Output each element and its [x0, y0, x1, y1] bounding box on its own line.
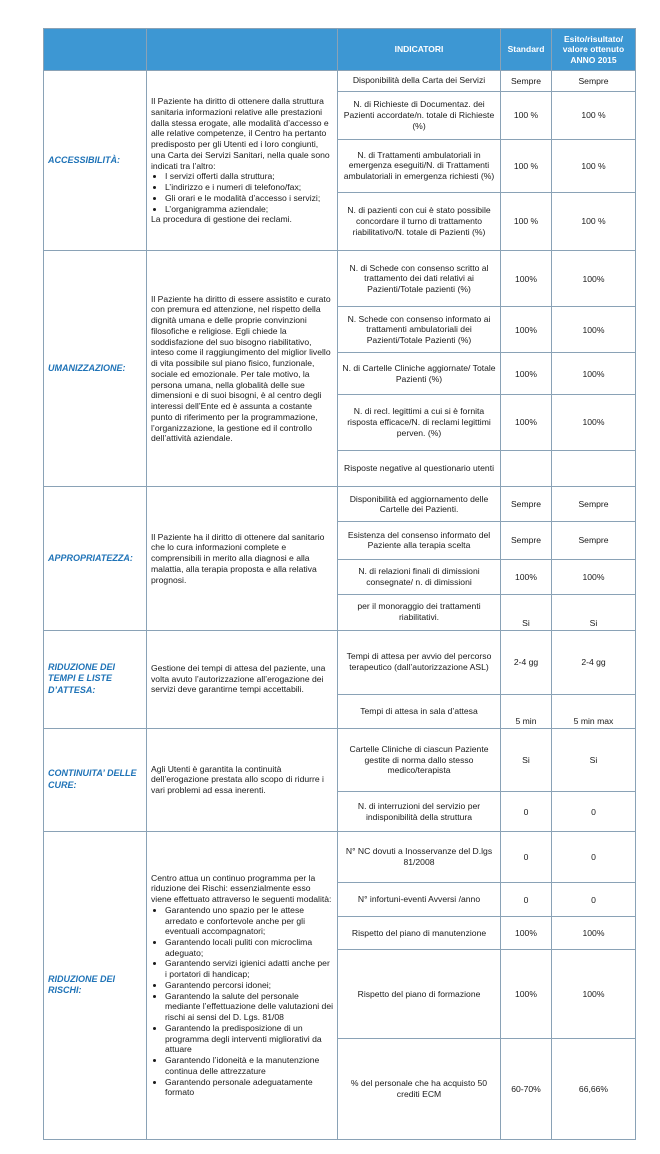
header-description-cell [147, 29, 338, 71]
result-cell: 100% [552, 917, 636, 950]
indicator-cell: N. di recl. legittimi a cui si è fornita risposta efficace/N. di reclami legittimi perven. (%) [338, 394, 501, 451]
description-list [151, 171, 333, 214]
standard-cell: 60-70% [501, 1038, 552, 1139]
indicator-cell: N. di pazienti con cui è stato possibile concordare il turno di trattamento riabilitativo/N. totale di Pazienti (%) [338, 192, 501, 251]
result-cell: 0 [552, 792, 636, 831]
list-item: • Garantendo la predisposizione di un programma degli interventi migliorativi da attuare [165, 1023, 333, 1055]
table-row [44, 831, 636, 883]
indicator-cell: Disponibilità ed aggiornamento delle Cartelle dei Pazienti. [338, 487, 501, 522]
category-accessibilita: ACCESSIBILITÀ: [44, 71, 147, 251]
list-item: • I servizi offerti dalla struttura; [165, 171, 333, 182]
standard-cell: 100% [501, 307, 552, 353]
table-row [44, 71, 636, 92]
list-item: • L’indirizzo e i numeri di telefono/fax; [165, 182, 333, 193]
result-cell: 100 % [552, 91, 636, 139]
table-row [44, 487, 636, 522]
result-cell: Sempre [552, 522, 636, 559]
header-row [44, 29, 636, 71]
indicator-cell: N. Schede con consenso informato ai trattamenti ambulatoriali dei Pazienti/Totale Pazienti (%) [338, 307, 501, 353]
standard-cell: Sempre [501, 522, 552, 559]
list-item: • Garantendo percorsi idonei; [165, 980, 333, 991]
result-cell: 100 % [552, 192, 636, 251]
list-item: • Garantendo locali puliti con microclima adeguato; [165, 937, 333, 958]
category-riduzione-tempi: RIDUZIONE DEI TEMPI E LISTE D’ATTESA: [44, 630, 147, 728]
result-cell: 2-4 gg [552, 630, 636, 694]
indicator-cell: N. di interruzioni del servizio per indisponibilità della struttura [338, 792, 501, 831]
standard-cell: 5 min [501, 694, 552, 728]
category-continuita: CONTINUITA’ DELLE CURE: [44, 728, 147, 831]
description-riduzione-tempi: Gestione dei tempi di attesa del paziente, una volta avuto l’autorizzazione all’erogazione dei servizi deve garantirne tempi accettabili. [147, 630, 338, 728]
description-appropriatezza: Il Paziente ha il diritto di ottenere dal sanitario che lo cura informazioni complete e comprensibili in merito alla diagnosi e alla malattia, alla terapia proposta e alla relativa prognosi. [147, 487, 338, 630]
indicator-cell: Risposte negative al questionario utenti [338, 451, 501, 487]
indicator-cell: Tempi di attesa in sala d’attesa [338, 694, 501, 728]
indicator-cell: N. di Schede con consenso scritto al trattamento dei dati relativi ai Pazienti/Totale pazienti (%) [338, 251, 501, 307]
header-indicatori: INDICATORI [338, 29, 501, 71]
description-list [151, 905, 333, 1098]
description-text: La procedura di gestione dei reclami. [151, 214, 292, 225]
description-text: Il Paziente ha diritto di ottenere dalla struttura sanitaria informazioni relative alle prestazioni dalla stessa erogate, alle modalità d’accesso e alle relative competenze, il Centro ha pertanto predisposto per gli Utenti ed i loro congiunti, una Carta dei Servizi Sanitari, nella quale sono indicati tra l’altro: [151, 96, 330, 171]
standard-cell: Si [501, 728, 552, 792]
header-standard: Standard [501, 29, 552, 71]
indicator-cell: Tempi di attesa per avvio del percorso terapeutico (dall’autorizzazione ASL) [338, 630, 501, 694]
result-cell [552, 451, 636, 487]
standard-cell: 100% [501, 353, 552, 394]
category-riduzione-rischi: RIDUZIONE DEI RISCHI: [44, 831, 147, 1139]
indicator-cell: N° infortuni-eventi Avversi /anno [338, 883, 501, 917]
description-text: Centro attua un continuo programma per la riduzione dei Rischi: essenzialmente esso viene effettuato attraverso le seguenti modalità: [151, 872, 332, 905]
result-cell: 66,66% [552, 1038, 636, 1139]
standard-cell: 0 [501, 831, 552, 883]
standard-cell: Sempre [501, 487, 552, 522]
indicator-cell: Rispetto del piano di manutenzione [338, 917, 501, 950]
indicator-cell: Rispetto del piano di formazione [338, 950, 501, 1039]
result-cell: 0 [552, 831, 636, 883]
standard-cell: 100% [501, 917, 552, 950]
standard-cell [501, 451, 552, 487]
standard-cell: 100% [501, 950, 552, 1039]
standard-cell: Si [501, 594, 552, 630]
category-umanizzazione: UMANIZZAZIONE: [44, 251, 147, 487]
indicator-cell: Disponibilità della Carta dei Servizi [338, 71, 501, 92]
list-item: • Garantendo servizi igienici adatti anche per i portatori di handicap; [165, 958, 333, 979]
result-cell: Si [552, 594, 636, 630]
quality-indicators-table [43, 28, 636, 1140]
header-esito: Esito/risultato/ valore ottenuto ANNO 2015 [552, 29, 636, 71]
description-umanizzazione: Il Paziente ha diritto di essere assistito e curato con premura ed attenzione, nel rispetto della dignità umana e delle proprie convinzioni filosofiche e religiose. Egli chiede la soddisfazione del suo bisogno riabilitativo, inteso come il raggiungimento del miglior livello di vita possibile sul piano fisico, funzionale, sociale ed emozionale. Per tale motivo, la persona umana, nella globalità delle sue dimensioni e di suoi bisogni, è al centro degli interessi dell’Ente ed è assunta a costante punto di riferimento per la programmazione, l’organizzazione, la gestione ed il controllo dell’attività aziendale. [147, 251, 338, 487]
standard-cell: 100 % [501, 140, 552, 193]
table-row [44, 728, 636, 792]
standard-cell: 100 % [501, 192, 552, 251]
list-item: • L’organigramma aziendale; [165, 204, 333, 215]
table-row [44, 251, 636, 307]
indicator-cell: N. di relazioni finali di dimissioni consegnate/ n. di dimissioni [338, 559, 501, 594]
header-category-cell [44, 29, 147, 71]
result-cell: 100% [552, 307, 636, 353]
standard-cell: Sempre [501, 71, 552, 92]
result-cell: 100% [552, 394, 636, 451]
standard-cell: 0 [501, 792, 552, 831]
standard-cell: 100% [501, 394, 552, 451]
indicator-cell: N. di Trattamenti ambulatoriali in emergenza eseguiti/N. di Trattamenti ambulatoriali in emergenza richiesti (%) [338, 140, 501, 193]
result-cell: 100% [552, 950, 636, 1039]
list-item: • Gli orari e le modalità d’accesso i servizi; [165, 193, 333, 204]
standard-cell: 0 [501, 883, 552, 917]
standard-cell: 100% [501, 559, 552, 594]
list-item: • Garantendo l’idoneità e la manutenzione continua delle attrezzature [165, 1055, 333, 1076]
indicator-cell: % del personale che ha acquisto 50 crediti ECM [338, 1038, 501, 1139]
list-item: • Garantendo la salute del personale mediante l’effettuazione delle valutazioni dei rischi ai sensi del D. Lgs. 81/08 [165, 991, 333, 1023]
description-accessibilita [147, 71, 338, 251]
category-appropriatezza: APPROPRIATEZZA: [44, 487, 147, 630]
result-cell: Si [552, 728, 636, 792]
indicator-cell: N. di Cartelle Cliniche aggiornate/ Totale Pazienti (%) [338, 353, 501, 394]
result-cell: 100% [552, 353, 636, 394]
table-row [44, 630, 636, 694]
indicator-cell: per il monoraggio dei trattamenti riabilitativi. [338, 594, 501, 630]
indicator-cell: N° NC dovuti a Inosservanze del D.lgs 81/2008 [338, 831, 501, 883]
standard-cell: 100 % [501, 91, 552, 139]
indicator-cell: Esistenza del consenso informato del Paziente alla terapia scelta [338, 522, 501, 559]
result-cell: 5 min max [552, 694, 636, 728]
result-cell: 100% [552, 559, 636, 594]
description-continuita: Agli Utenti è garantita la continuità dell’erogazione prestata allo scopo di ridurre i vari problemi ad essa inerenti. [147, 728, 338, 831]
result-cell: Sempre [552, 487, 636, 522]
list-item: • Garantendo uno spazio per le attese arredato e confortevole anche per gli eventuali accompagnatori; [165, 905, 333, 937]
description-riduzione-rischi [147, 831, 338, 1139]
result-cell: 100% [552, 251, 636, 307]
indicator-cell: N. di Richieste di Documentaz. dei Pazienti accordate/n. totale di Richieste (%) [338, 91, 501, 139]
indicator-cell: Cartelle Cliniche di ciascun Paziente gestite di norma dallo stesso medico/terapista [338, 728, 501, 792]
result-cell: 0 [552, 883, 636, 917]
result-cell: 100 % [552, 140, 636, 193]
standard-cell: 2-4 gg [501, 630, 552, 694]
result-cell: Sempre [552, 71, 636, 92]
standard-cell: 100% [501, 251, 552, 307]
list-item: • Garantendo personale adeguatamente formato [165, 1077, 333, 1098]
